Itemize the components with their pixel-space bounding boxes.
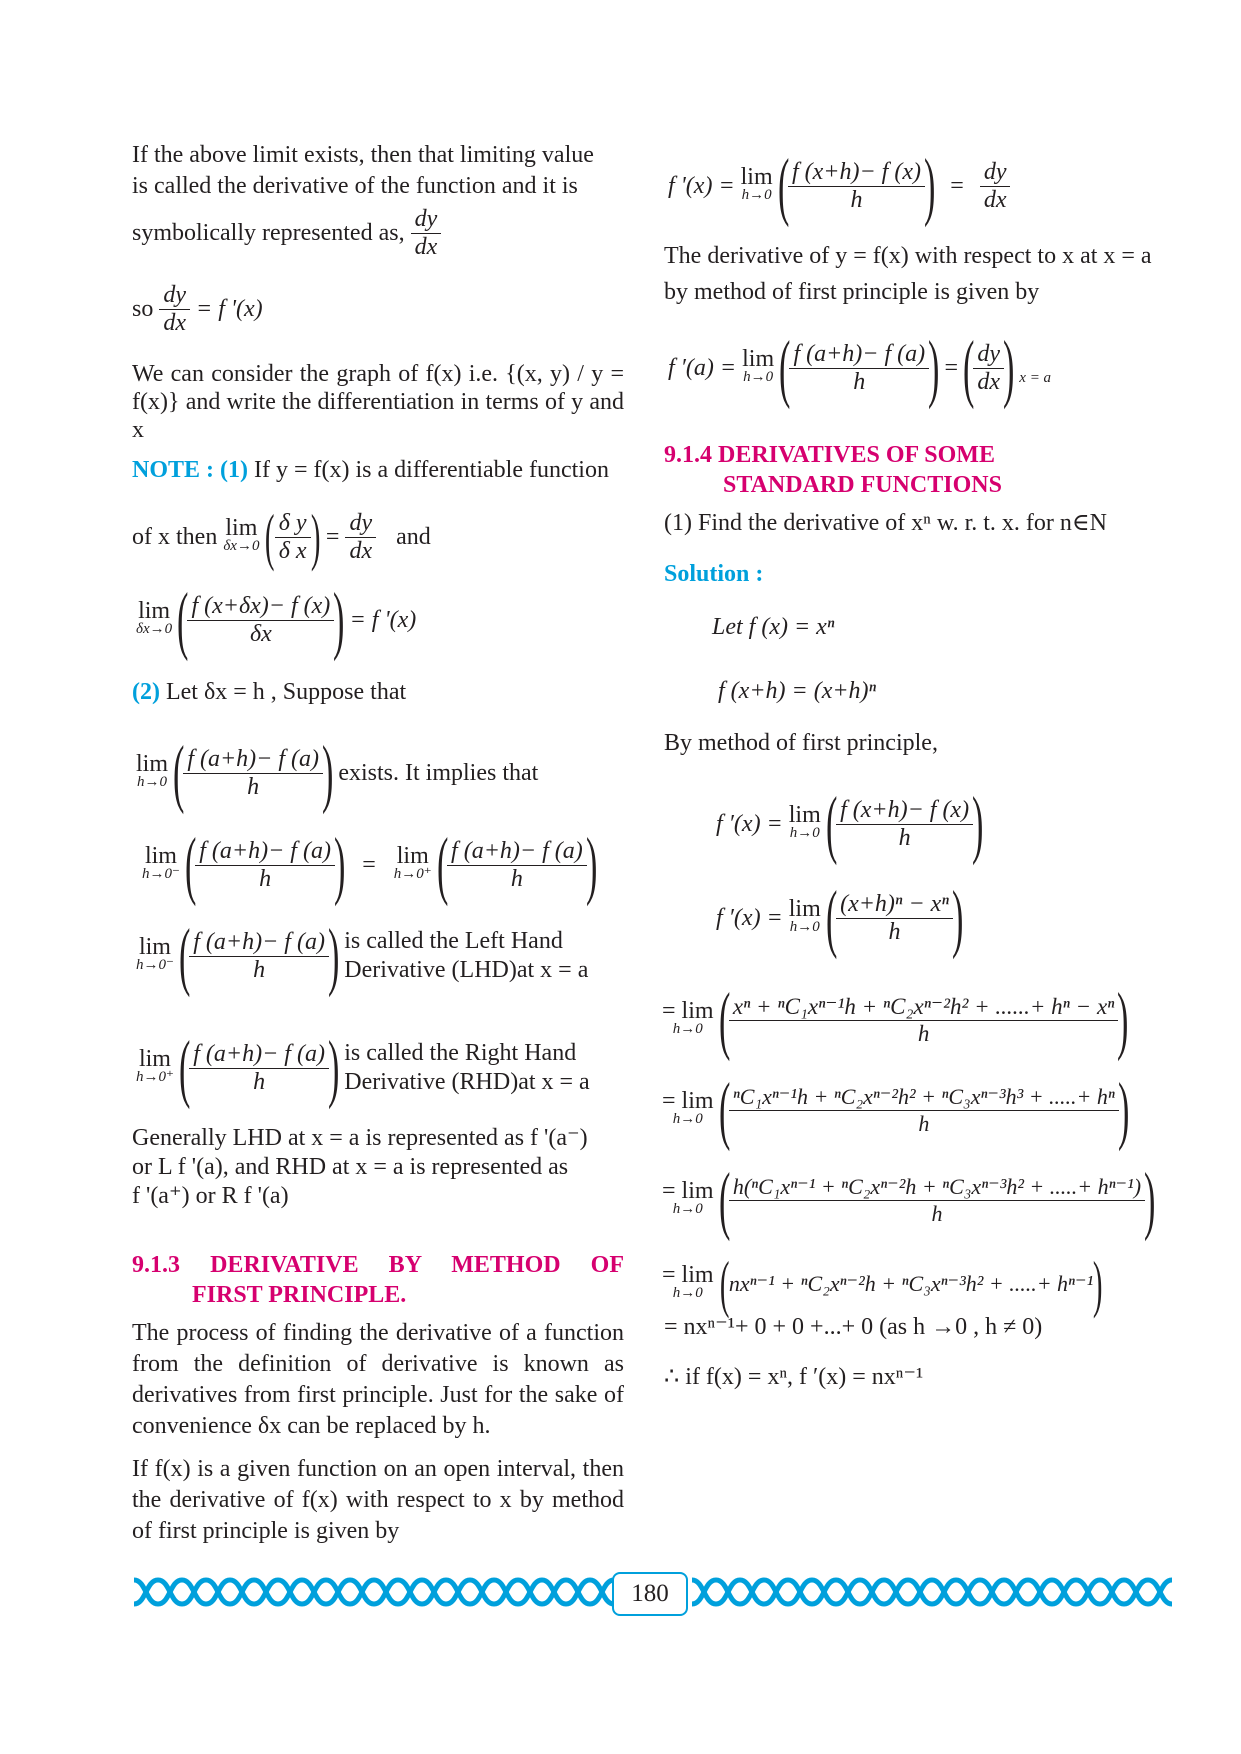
derivative-at-a: f ′(a) = lim h→0 ( $\frac{f (a+h)- f (a)}{h}$ ) = ( $\frac{dy}{dx}$ ) x = a: [668, 326, 1052, 410]
graph-paragraph: We can consider the graph of f(x) i.e. {(x, y) / y = f(x)} and write the differentiation in terms of y and x: [132, 361, 624, 443]
rhd-definition: lim h→0⁺ ( $\frac{f (a+h)- f (a)}{h}$ ) is called the Right Hand Derivative (RHD)at x = a: [136, 1026, 590, 1110]
dy-dx-fraction: $\frac{dy}{dx}$: [411, 206, 442, 261]
process-paragraph: The process of finding the derivative of a function from the definition of derivative is known as derivatives from first principle. Just for the sake of convenience δx can be replaced by h.: [132, 1320, 624, 1439]
dy-dx-limit: of x then lim δx→0 ( $\frac{\text{δ y}}{\text{δ x}}$ ) = $\frac{dy}{dx}$ and: [132, 501, 431, 572]
item-2: (2) Let δx = h , Suppose that: [132, 679, 407, 705]
f-x-plus-h: f (x+h) = (x+h)ⁿ: [718, 678, 877, 704]
first-principle-step-4: = lim h→0 (nxⁿ⁻¹ + ⁿC₂xⁿ⁻²h + ⁿC₃xⁿ⁻³h² + .....+ hⁿ⁻¹): [662, 1248, 1103, 1319]
question-1: (1) Find the derivative of xⁿ w. r. t. x. for n∈N: [664, 510, 1108, 536]
limit-delta-x: lim δx→0 ( $\frac{f (x+\delta x)- f (x)}{\delta x}$ ) = f '(x): [136, 578, 417, 662]
first-principle-step-3: = lim h→0 ( $\frac{\text{h(ⁿC₁xⁿ⁻¹ + ⁿC₂xⁿ⁻²h + ⁿC₃xⁿ⁻³h² + .....+ hⁿ⁻¹)}}{h}$ ): [662, 1158, 1156, 1242]
lhd-equals-rhd: lim h→0⁻ ( $\frac{f (a+h)- f (a)}{h}$ ) = lim h→0⁺ ( $\frac{f (a+h)- f (a)}{h}$ ): [142, 823, 598, 907]
first-principle-step-a: f ′(x) = lim h→0 ( $\frac{\text{(x+h)ⁿ − xⁿ}}{h}$ ): [716, 876, 964, 960]
result-line: = nxⁿ⁻¹+ 0 + 0 +...+ 0 (as h →0 , h ≠ 0): [664, 1314, 1043, 1340]
first-principle-step-2: = lim h→0 ( $\frac{\text{ⁿC₁xⁿ⁻¹h + ⁿC₂xⁿ⁻²h² + ⁿC₃xⁿ⁻³h³ + .....+ hⁿ}}{h}$ ): [662, 1068, 1130, 1152]
derivative-definition: f '(x) = lim h→0 ( $\frac{f (x+h)- f (x)}{h}$ ) = $\frac{dy}{dx}$: [668, 148, 1010, 224]
first-principle-step-0: f ′(x) = lim h→0 ( $\frac{f (x+h)- f (x)}{h}$ ): [716, 782, 984, 866]
by-method-text: By method of first principle,: [664, 730, 938, 756]
section-9-1-4-heading: 9.1.4 DERIVATIVES OF SOME STANDARD FUNCTIONS: [664, 442, 1002, 498]
limit-exists: lim h→0 ( $\frac{f (a+h)- f (a)}{h}$ ) exists. It implies that: [136, 731, 539, 815]
if-paragraph: If f(x) is a given function on an open interval, then the derivative of f(x) with respect to x by method of first principle is given by: [132, 1456, 624, 1544]
so-equation: so $\frac{dy}{dx}$ = f '(x): [132, 282, 263, 336]
generally-paragraph: Generally LHD at x = a is represented as f '(a⁻) or L f '(a), and RHD at x = a is represented as f '(a⁺) or R f '(a): [132, 1125, 588, 1209]
conclusion-line: ∴ if f(x) = xⁿ, f ′(x) = nxⁿ⁻¹: [664, 1364, 924, 1390]
note-1: NOTE : (1) If y = f(x) is a differentiable function: [132, 457, 609, 483]
solution-label: Solution :: [664, 561, 764, 587]
symbolic-dy-dx: symbolically represented as, $\frac{dy}{dx}$: [132, 206, 441, 261]
first-principle-step-1: = lim h→0 ( $\frac{\text{xⁿ + ⁿC₁xⁿ⁻¹h + ⁿC₂xⁿ⁻²h² + ......+ hⁿ − xⁿ}}{h}$ ): [662, 978, 1129, 1062]
let-fx: Let f (x) = xⁿ: [712, 614, 835, 640]
derivative-at-a-text: The derivative of y = f(x) with respect to x at x = a by method of first principle is given by: [664, 243, 1152, 305]
dy-dx-fraction: $\frac{dy}{dx}$: [159, 282, 190, 337]
lhd-definition: lim h→0⁻ ( $\frac{f (a+h)- f (a)}{h}$ ) is called the Left Hand Derivative (LHD)at x = a: [136, 914, 589, 998]
intro-paragraph: If the above limit exists, then that limiting value is called the derivative of the function and it is: [132, 142, 594, 199]
page-number: 180: [612, 1572, 688, 1616]
section-9-1-3-heading: 9.1.3 DERIVATIVE BY METHOD OF FIRST PRINCIPLE.: [132, 1252, 624, 1308]
